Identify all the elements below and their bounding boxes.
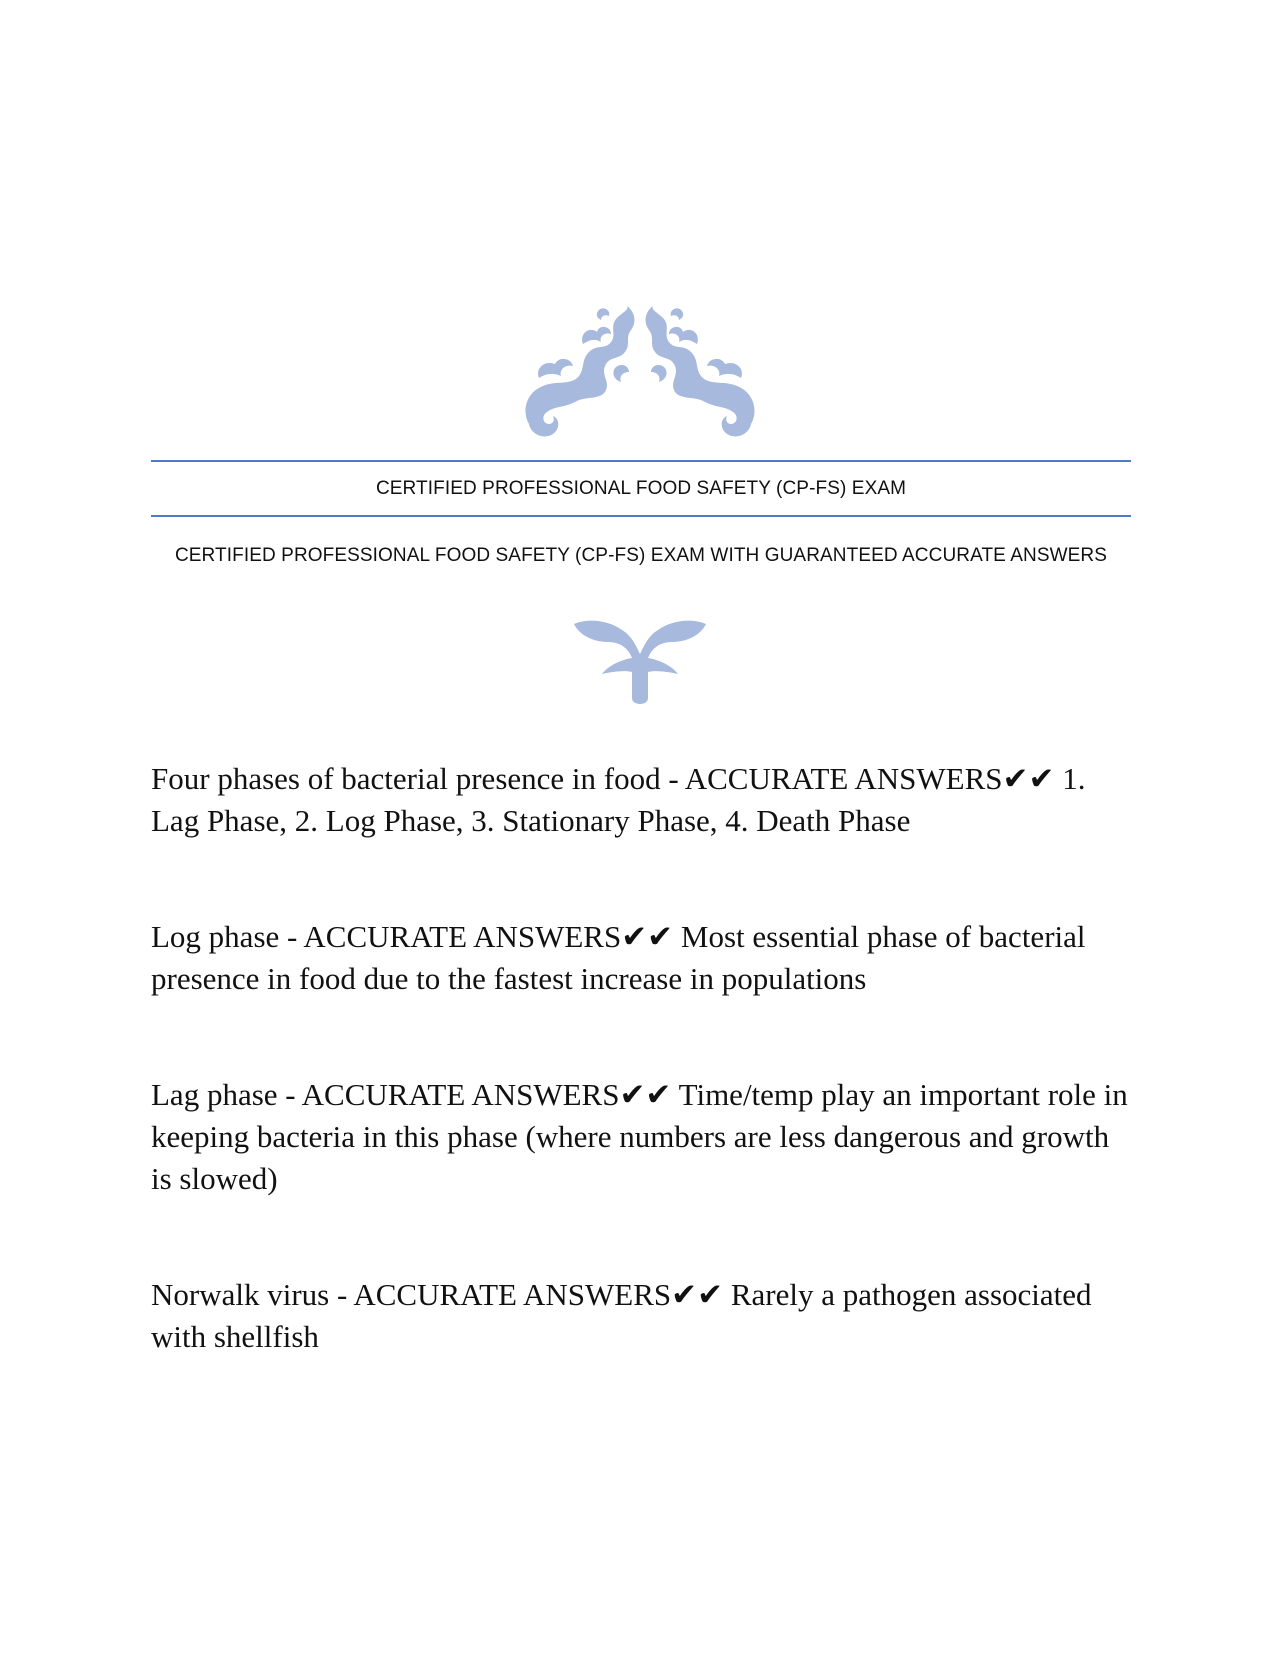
fleuron-ornament-icon [574,616,706,704]
qa-answer: Time/temp play an important role in keeping bacteria in this phase (where numbers are less dangerous and growth is slowed) [151,1077,1128,1196]
qa-entry [151,1074,1136,1200]
qa-separator: - [329,1277,354,1312]
qa-entry [151,758,1136,842]
qa-term: Log phase [151,919,280,954]
qa-term: Four phases of bacterial presence in food [151,761,661,796]
qa-answer-marker: ACCURATE ANSWERS✔✔ [303,919,674,954]
floral-scroll-ornament-icon [519,306,761,440]
qa-separator: - [279,919,304,954]
document-subtitle: CERTIFIED PROFESSIONAL FOOD SAFETY (CP-FS) EXAM WITH GUARANTEED ACCURATE ANSWERS [174,545,1108,566]
ornament-right-half [646,306,755,436]
qa-term: Norwalk virus [151,1277,330,1312]
qa-separator: - [660,761,685,796]
qa-answer: Rarely a pathogen associated with shellfish [151,1277,1092,1354]
qa-entry [151,1274,1136,1358]
qa-answer: Most essential phase of bacterial presence in food due to the fastest increase in populations [151,919,1086,996]
document-title: CERTIFIED PROFESSIONAL FOOD SAFETY (CP-FS) EXAM [375,478,907,499]
title-top-rule [151,460,1131,462]
qa-term: Lag phase [151,1077,278,1112]
ornament-left-half [525,306,634,436]
title-bottom-rule [151,515,1131,517]
qa-separator: - [277,1077,302,1112]
qa-entry [151,916,1136,1000]
qa-answer: 1. Lag Phase, 2. Log Phase, 3. Stationary Phase, 4. Death Phase [151,761,1086,838]
qa-answer-marker: ACCURATE ANSWERS✔✔ [684,761,1055,796]
qa-answer-marker: ACCURATE ANSWERS✔✔ [301,1077,672,1112]
qa-answer-marker: ACCURATE ANSWERS✔✔ [353,1277,724,1312]
